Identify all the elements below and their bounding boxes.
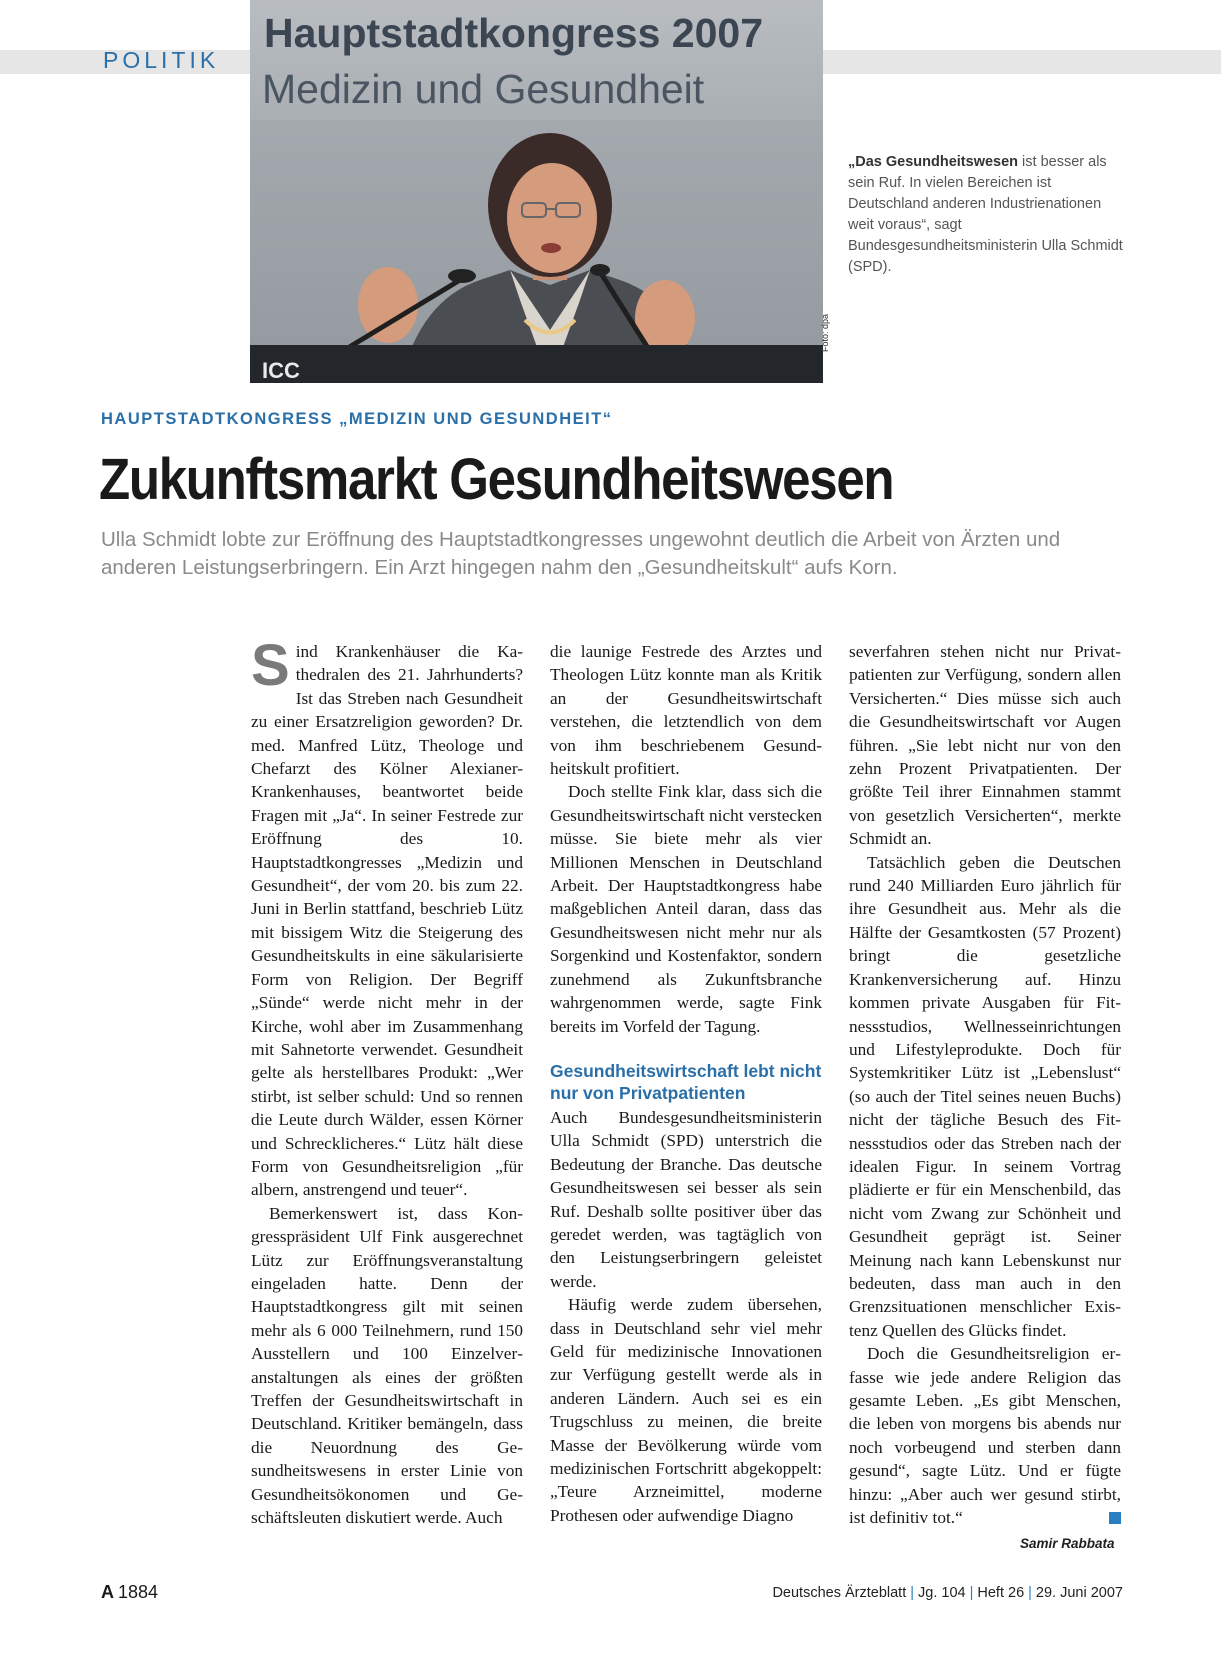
speaker-illustration — [250, 0, 823, 383]
paragraph: severfahren stehen nicht nur Privatpatienten zur Verfügung, sondern allen Versicherten.“ Dies müsse sich auch die Gesundheitswirtschaft vor Augen führen. „Sie lebt nicht nur von den zehn Prozent Privatpatienten. Der größte Teil ihrer Einnahmen stammt von gesetzlich Versicherten“, merkte Schmidt an. — [849, 642, 1121, 849]
paragraph: Auch Bundesgesundheitsministerin Ulla Schmidt (SPD) unterstrich die Bedeutung der Branche. Das deutsche Gesundheitswesen sei besser als sein Ruf. Deshalb sollte positiver über das geredet werden, was tagtäglich von den Leistungserbringern geleistet werde. — [550, 1107, 822, 1291]
article-column-3 — [849, 640, 1121, 1529]
section-label: POLITIK — [103, 47, 220, 73]
article-column-1 — [251, 633, 523, 1529]
author-byline: Samir Rabbata — [1020, 1536, 1115, 1551]
photo-banner-subtitle: Medizin und Gesundheit — [262, 66, 705, 112]
journal-issue: Heft 26 — [977, 1585, 1025, 1601]
paragraph: Bemerkenswert ist, dass Kongresspräsident Ulf Fink ausgerechnet Lütz zur Eröffnungsveranstaltung eingeladen hatte. Denn der Hauptstadtkongress gilt mit seinen mehr als 6 000 Teilnehmern, rund 150 Ausstellern und 100 Einzelveranstaltungen als eines der größten Treffen der Gesundheitswirtschaft in Deutschland. Kritiker bemängeln, dass die Neuordnung des Gesundheitswesens in erster Linie von Gesundheitsökonomen und Geschäftsleuten diskutiert werde. Auch — [251, 1203, 523, 1528]
article-kicker: HAUPTSTADTKONGRESS „MEDIZIN UND GESUNDHEIT“ — [101, 410, 613, 428]
photo-credit: Foto: dpa — [820, 313, 830, 352]
article-photo — [250, 0, 823, 383]
drop-cap: S — [251, 633, 290, 698]
article-column-2 — [550, 640, 822, 1527]
photo-caption — [848, 152, 1128, 278]
paragraph: Doch stellte Fink klar, dass sich die Gesundheitswirtschaft nicht verstecken müsse. Sie biete mehr als vier Millionen Menschen in Deutschland Arbeit. Der Hauptstadtkongress habe maßgeblichen Anteil daran, dass das Gesundheitswesen nicht mehr nur als Sorgenkind und Kostenfaktor, sondern zunehmend als Zukunftsbranche wahrgenommen werde, sagte Fink bereits im Vorfeld der Tagung. — [550, 782, 822, 1036]
paragraph: Doch die Gesundheitsreligion erfasse wie jede andere Religion das gesamte Leben. „Es gibt Menschen, die leben von morgens bis abends nur noch vorbeugend und sterben dann gesund“, sagte Lütz. Und er fügte hinzu: „Aber auch wer gesund stirbt, ist definitiv tot.“ — [849, 1344, 1121, 1528]
paragraph: Sind Krankenhäuser die Kathedralen des 21. Jahrhunderts? Ist das Streben nach Gesundheit zu einer Ersatzreligion geworden? Dr. med. Manfred Lütz, Theologe und Chefarzt des Kölner Alexianer-Krankenhauses, beantwortet beide Fragen mit „Ja“. In seiner Festrede zur Eröffnung des 10. Hauptstadtkongresses „Medizin und Gesundheit“, der vom 20. bis zum 22. Juni in Berlin stattfand, beschrieb Lütz mit bissigem Witz die Steigerung des Gesundheitskults in eine säkularisierte Form von Religion. Der Begriff „Sünde“ werde nicht mehr in der Kirche, wohl aber im Zusammenhang mit Sahnetorte verwendet. Gesundheit gelte als herstellbares Produkt: „Wer stirbt, ist selber schuld: Und so rennen die Leute durch Wälder, essen Körner und Schrecklicheres.“ Lütz hält diese Form von Gesundheitsreligion „für albern, anstrengend und teuer“. — [251, 633, 523, 1200]
journal-date: 29. Juni 2007 — [1035, 1585, 1123, 1601]
photo-banner-title: Hauptstadtkongress 2007 — [264, 10, 764, 56]
journal-name: Deutsches Ärzteblatt — [772, 1585, 907, 1601]
end-mark-icon — [1109, 1512, 1121, 1524]
article-subhead: Gesundheitswirtschaft lebt nicht nur von Privatpatienten — [550, 1060, 822, 1103]
paragraph: Tatsächlich geben die Deutschen rund 240 Milliarden Euro jährlich für ihre Gesundheit aus. Mehr als die Hälfte der Gesamtkosten (57 Prozent) bringt die gesetzliche Krankenversicherung auf. Hinzu kommen private Ausgaben für Fitnessstudios, Wellnesseinrichtungen und Lifestyleprodukte. Doch für Systemkritiker Lütz ist „Lebenslust“ (so auch der Titel seines neuen Buchs) nicht der tägliche Besuch des Fitnessstudios oder das Streben nach der idealen Figur. In seinem Vortrag plädierte er für ein Menschenbild, das nicht vom Zwang zur Schönheit und Gesundheit geprägt ist. Seiner Meinung nach kann Lebenskunst nur bedeuten, dass man auch in den Grenzsituationen menschlicher Existenz Quellen des Glücks findet. — [849, 852, 1121, 1340]
journal-footer: Deutsches Ärzteblatt | Jg. 104 | Heft 26 | 29. Juni 2007 — [772, 1585, 1123, 1601]
journal-volume: Jg. 104 — [918, 1585, 966, 1601]
article-lead: Ulla Schmidt lobte zur Eröffnung des Hauptstadtkongresses ungewohnt deutlich die Arbeit von Ärzten und anderen Leistungserbringern. Ein Arzt hingegen nahm den „Gesundheitskult“ aufs Korn. — [101, 528, 1061, 579]
caption-text: ist besser als sein Ruf. In vielen Bereichen ist Deutschland anderen Industrienationen weit voraus“, sagt Bundesgesundheitsministerin Ulla Schmidt (SPD). — [848, 154, 1123, 275]
article-headline: Zukunftsmarkt Gesundheitswesen — [99, 447, 894, 512]
paragraph: Häufig werde zudem übersehen, dass in Deutschland sehr viel mehr Geld für medizinische Innovationen zur Verfügung gestellt werde als in anderen Ländern. Auch sei es ein Trugschluss zu meinen, die breite Masse der Bevölkerung würde vom medizinischen Fortschritt abgekoppelt: „Teure Arzneimittel, moderne Prothesen oder aufwendige Diagno — [550, 1295, 822, 1525]
podium-label: ICC — [262, 358, 300, 383]
page-number: A 1884 — [101, 1582, 159, 1602]
caption-lead: „Das Gesundheitswesen — [848, 154, 1019, 170]
paragraph: die launige Festrede des Arztes und Theologen Lütz konnte man als Kritik an der Gesundheitswirtschaft verstehen, die letztendlich von dem von ihm beschriebenem Gesundheitskult profitiert. — [550, 642, 822, 779]
